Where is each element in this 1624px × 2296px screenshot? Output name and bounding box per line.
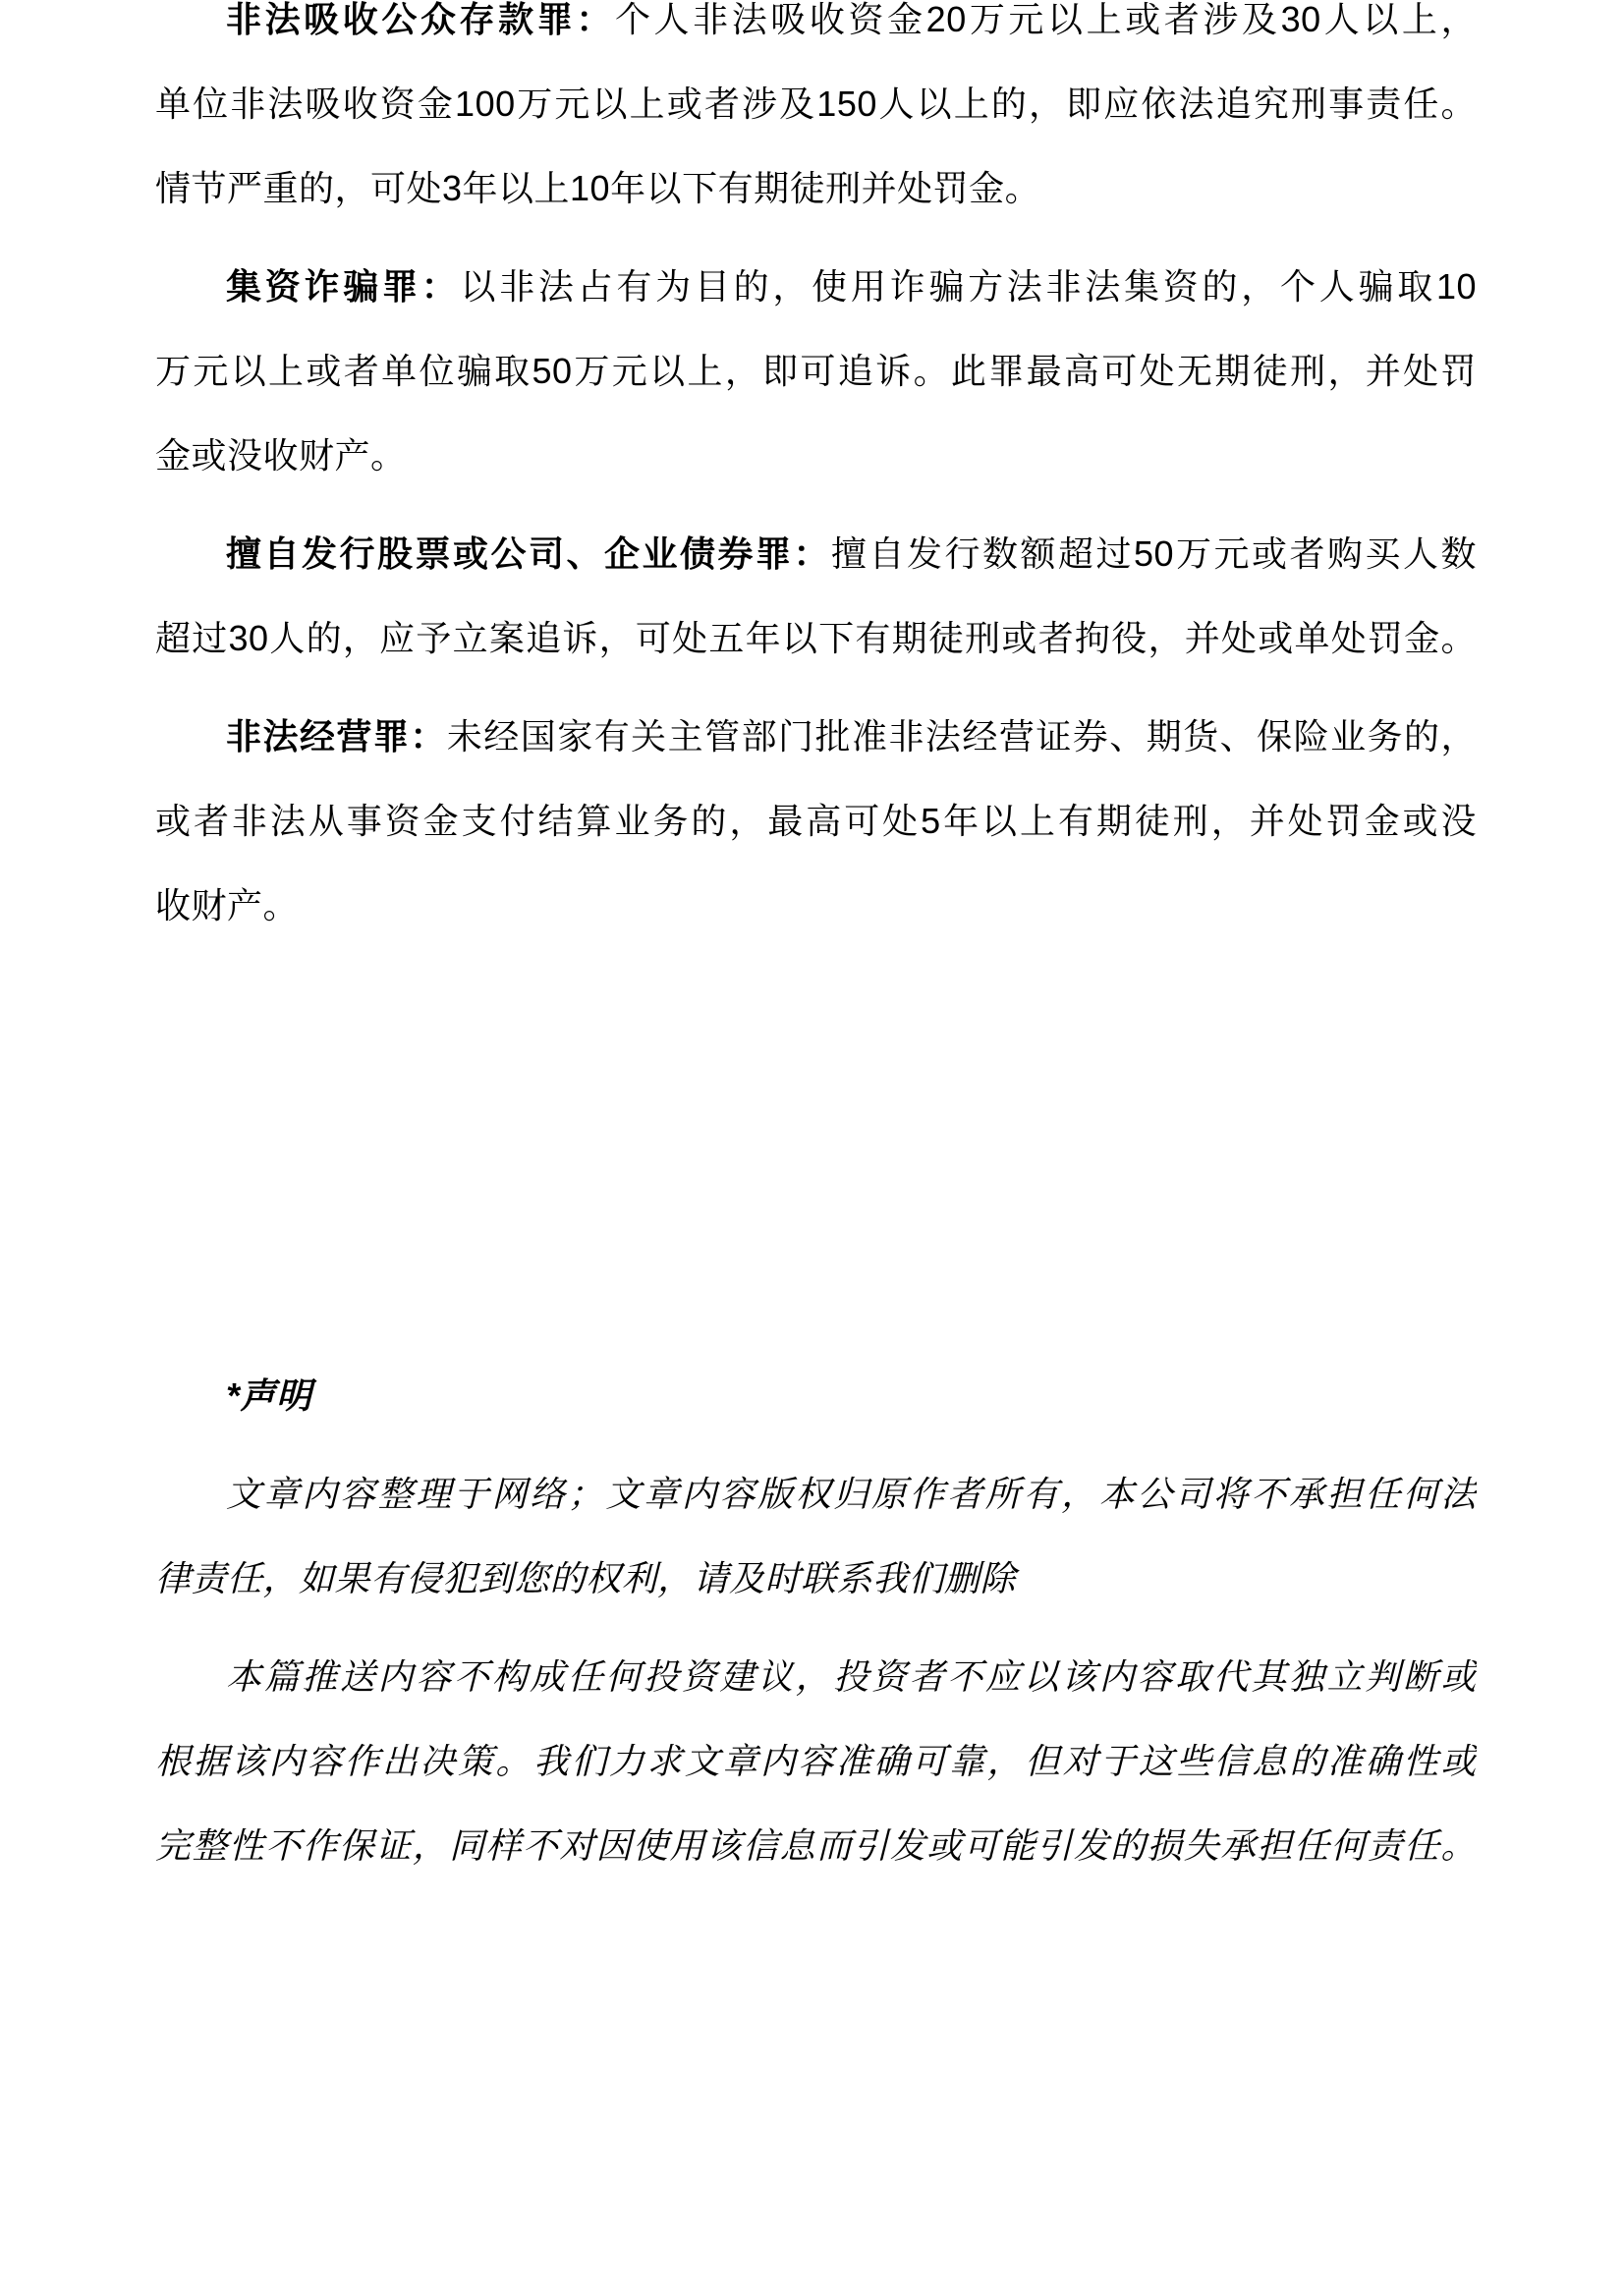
text-line: 金或没收财产。 bbox=[155, 435, 407, 476]
disclaimer-section bbox=[155, 1354, 1477, 1888]
para-illegal-business-operation-crime bbox=[155, 695, 1477, 948]
crime-description: 未经国家有关主管部门批准非法经营证券、期货、保险业务的， bbox=[446, 716, 1477, 756]
para-unauthorized-securities-issuance-crime bbox=[155, 512, 1477, 681]
text-line: 单位非法吸收资金100万元以上或者涉及150人以上的，即应依法追究刑事责任。 bbox=[155, 84, 1477, 124]
text-line: 完整性不作保证，同样不对因使用该信息而引发或可能引发的损失承担任何责任。 bbox=[155, 1825, 1477, 1866]
para-illegal-deposit-absorption-crime bbox=[155, 0, 1477, 231]
text-line: 情节严重的，可处3年以上10年以下有期徒刑并处罚金。 bbox=[155, 168, 1041, 208]
disclaimer-para-no-investment-advice bbox=[155, 1635, 1477, 1888]
text-line: 根据该内容作出决策。我们力求文章内容准确可靠，但对于这些信息的准确性或 bbox=[155, 1741, 1477, 1781]
crime-description: 擅自发行数额超过50万元或者购买人数 bbox=[830, 533, 1477, 574]
text-line: 文章内容整理于网络；文章内容版权归原作者所有，本公司将不承担任何法 bbox=[226, 1474, 1477, 1514]
crime-description: 以非法占有为目的，使用诈骗方法非法集资的，个人骗取10 bbox=[460, 266, 1477, 307]
crime-term: 擅自发行股票或公司、企业债券罪： bbox=[226, 533, 831, 574]
text-line: 律责任，如果有侵犯到您的权利，请及时联系我们删除 bbox=[155, 1558, 1017, 1598]
disclaimer-heading-line: *声明 bbox=[226, 1375, 312, 1416]
text-line: 本篇推送内容不构成任何投资建议，投资者不应以该内容取代其独立判断或 bbox=[226, 1656, 1477, 1697]
crime-description: 个人非法吸收资金20万元以上或者涉及30人以上， bbox=[614, 0, 1477, 39]
crime-term: 集资诈骗罪： bbox=[226, 266, 461, 307]
crime-term: 非法经营罪： bbox=[226, 716, 447, 756]
para-fundraising-fraud-crime bbox=[155, 245, 1477, 498]
text-line bbox=[155, 512, 1477, 596]
text-line: 或者非法从事资金支付结算业务的，最高可处5年以上有期徒刑，并处罚金或没 bbox=[155, 801, 1477, 841]
crime-term: 非法吸收公众存款罪： bbox=[226, 0, 615, 39]
text-line bbox=[155, 695, 1477, 779]
disclaimer-heading bbox=[155, 1354, 1477, 1438]
text-line: 超过30人的，应予立案追诉，可处五年以下有期徒刑或者拘役，并处或单处罚金。 bbox=[155, 618, 1477, 658]
text-line: 万元以上或者单位骗取50万元以上，即可追诉。此罪最高可处无期徒刑，并处罚 bbox=[155, 351, 1477, 391]
text-line bbox=[155, 0, 1477, 62]
text-line bbox=[155, 245, 1477, 329]
disclaimer-para-copyright bbox=[155, 1452, 1477, 1621]
text-line: 收财产。 bbox=[155, 885, 300, 925]
